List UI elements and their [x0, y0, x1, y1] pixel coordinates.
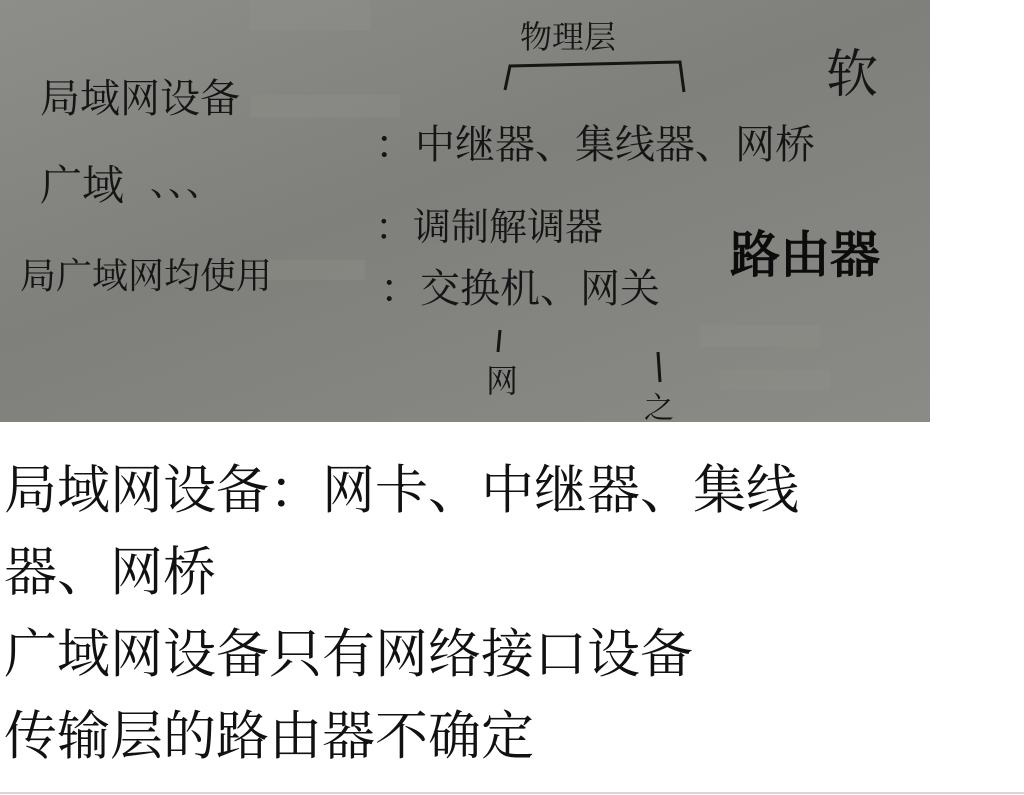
margin-note: 软 [826, 45, 879, 105]
handwritten-notes-photo [0, 0, 930, 422]
paper-bleed-through [250, 0, 830, 390]
line1-value: ：中继器、集线器、网桥 [375, 122, 815, 168]
heading-text: 物理层 [520, 18, 617, 56]
note-under-switch: 网 [486, 362, 519, 400]
line2-label: 广域 [40, 161, 125, 210]
line2-ellipsis: 、、、 [150, 163, 223, 204]
router-note: 路由器 [730, 226, 880, 284]
line2-value: ：调制解调器 [375, 205, 604, 249]
arrow-to-wang [498, 330, 500, 352]
arrow-to-zhi [658, 352, 660, 382]
line3-label: 局广域网均使用 [20, 256, 273, 297]
line3-value: ：交换机、网关 [380, 266, 660, 312]
caption-text-block [4, 450, 934, 778]
caption-line-3: 广域网设备只有网络接口设备 [4, 624, 693, 685]
line1-label: 局域网设备 [40, 76, 240, 122]
bottom-divider [0, 792, 1024, 794]
caption-line-4: 传输层的路由器不确定 [4, 706, 534, 767]
notes-drawing [0, 0, 930, 422]
heading-bracket [505, 62, 684, 92]
note-under-gateway: 之 [644, 391, 674, 422]
caption-line-1: 局域网设备：网卡、中继器、集线 [4, 460, 799, 521]
caption-line-2: 器、网桥 [4, 542, 216, 603]
